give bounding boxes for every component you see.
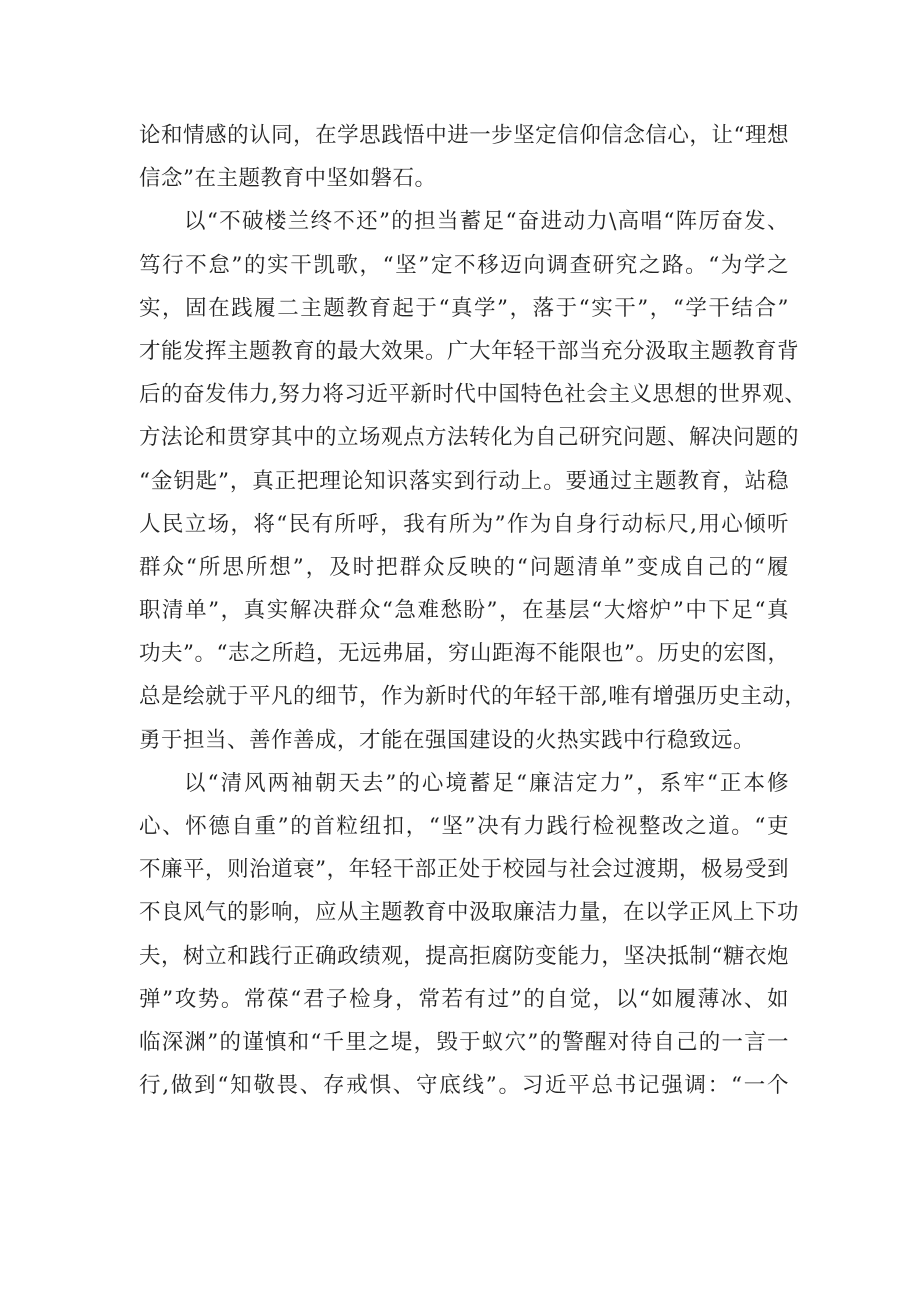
paragraph-2-line-4: 才能发挥主题教育的最大效果。广大年轻干部当充分汲取主题教育背 bbox=[139, 338, 800, 364]
paragraph-2-line-1: 以“不破楼兰终不还”的担当蓄足“奋进动力\高唱“阵厉奋发、 bbox=[184, 209, 789, 235]
paragraph-2-line-9: 群众“所思所想”，及时把群众反映的“问题清单”变成自己的“履 bbox=[139, 554, 789, 580]
paragraph-3-line-2: 心、怀德自重”的首粒纽扣，“坚”决有力践行检视整改之道。“吏 bbox=[139, 814, 789, 839]
paragraph-2-line-11: 功夫”。“志之所趋，无远弗届，穷山距海不能限也”。历史的宏图， bbox=[139, 641, 790, 667]
paragraph-1-line-2: 信念”在主题教育中坚如磐石。 bbox=[139, 166, 437, 192]
paragraph-2-line-13: 勇于担当、善作善成，才能在强国建设的火热实践中行稳致远。 bbox=[139, 727, 756, 753]
paragraph-2-line-3: 实，固在践履二主题教育起于“真学”，落于“实干”，“学干结合” bbox=[139, 295, 789, 321]
document-body bbox=[139, 114, 807, 1107]
paragraph-2-line-10: 职清单”，真实解决群众“急难愁盼”，在基层“大熔炉”中下足“真 bbox=[139, 598, 789, 624]
paragraph-2-line-8: 人民立场，将“民有所呼，我有所为”作为自身行动标尺,用心倾听 bbox=[139, 511, 789, 537]
paragraph-2-line-6: 方法论和贯穿其中的立场观点方法转化为自己研究问题、解决问题的 bbox=[139, 425, 800, 451]
paragraph-3-line-7: 临深渊”的谨慎和“千里之堤，毁于蚁穴”的警醒对待自己的一言一 bbox=[139, 1029, 789, 1055]
paragraph-2-line-7: “金钥匙”，真正把理论知识落实到行动上。要通过主题教育，站稳 bbox=[139, 468, 789, 494]
paragraph-2-line-5: 后的奋发伟力,努力将习近平新时代中国特色社会主义思想的世界观、 bbox=[139, 382, 807, 408]
paragraph-3-line-4: 不良风气的影响，应从主题教育中汲取廉洁力量，在以学正风上下功 bbox=[139, 900, 800, 926]
paragraph-3-line-8: 行,做到“知敬畏、存戒惧、守底线”。习近平总书记强调：“一个 bbox=[139, 1073, 789, 1099]
paragraph-3-line-6: 弹”攻势。常葆“君子检身，常若有过”的自觉，以“如履薄冰、如 bbox=[139, 986, 789, 1012]
paragraph-2-line-2: 笃行不怠”的实干凯歌，“坚”定不移迈向调查研究之路。“为学之 bbox=[139, 252, 789, 278]
paragraph-3-line-1: 以“清风两袖朝天去”的心境蓄足“廉洁定力”，系牢“正本修 bbox=[184, 770, 789, 796]
paragraph-2-line-12: 总是绘就于平凡的细节，作为新时代的年轻干部,唯有增强历史主动， bbox=[139, 684, 807, 710]
paragraph-3-line-5: 夫，树立和践行正确政绩观，提高拒腐防变能力，坚决抵制“糖衣炮 bbox=[139, 943, 789, 969]
paragraph-3-line-3: 不廉平，则治道衰”，年轻干部正处于校园与社会过渡期，极易受到 bbox=[139, 857, 789, 883]
paragraph-1-line-1: 论和情感的认同，在学思践悟中进一步坚定信仰信念信心，让“理想 bbox=[139, 123, 789, 148]
